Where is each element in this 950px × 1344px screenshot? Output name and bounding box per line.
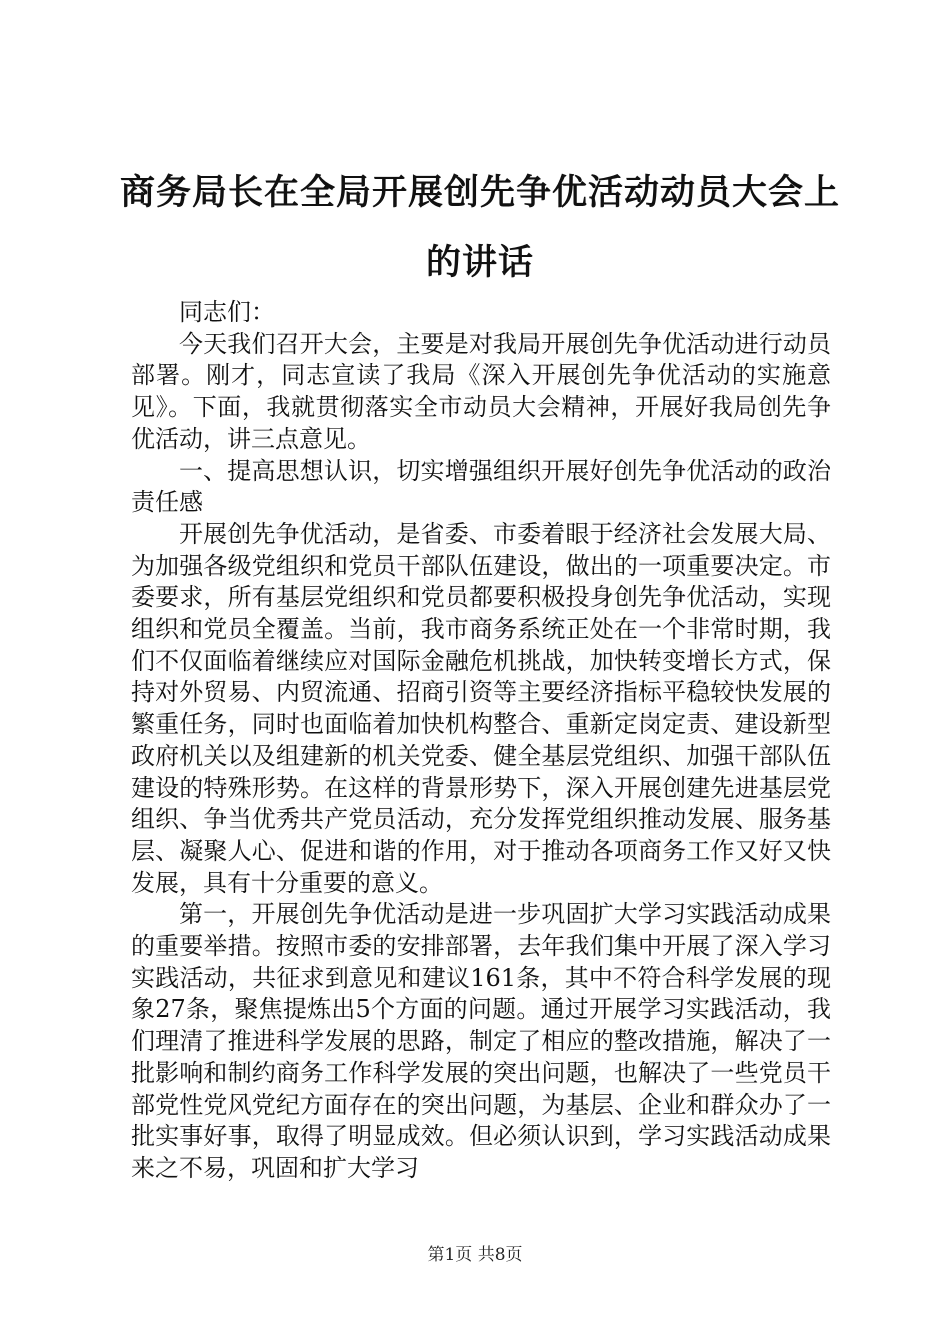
paragraph-point-1: 第一，开展创先争优活动是进一步巩固扩大学习实践活动成果的重要举措。按照市委的安排部署，去年我们集中开展了深入学习实践活动，共征求到意见和建议161条，其中不符合科学发展的现象27条，聚焦提炼出5个方面的问题。通过开展学习实践活动，我们理清了推进科学发展的思路，制定了相应的整改措施，解决了一批影响和制约商务工作科学发展的突出问题，也解决了一些党员干部党性党风党纪方面存在的突出问题，为基层、企业和群众办了一批实事好事，取得了明显成效。但必须认识到，学习实践活动成果来之不易，巩固和扩大学习 bbox=[131, 900, 831, 1182]
paragraph-context: 开展创先争优活动，是省委、市委着眼于经济社会发展大局、为加强各级党组织和党员干部队伍建设，做出的一项重要决定。市委要求，所有基层党组织和党员都要积极投身创先争优活动，实现组织和党员全覆盖。当前，我市商务系统正处在一个非常时期，我们不仅面临着继续应对国际金融危机挑战，加快转变增长方式，保持对外贸易、内贸流通、招商引资等主要经济指标平稳较快发展的繁重任务，同时也面临着加快机构整合、重新定岗定责、建设新型政府机关以及组建新的机关党委、健全基层党组织、加强干部队伍建设的特殊形势。在这样的背景形势下，深入开展创建先进基层党组织、争当优秀共产党员活动，充分发挥党组织推动发展、服务基层、凝聚人心、促进和谐的作用，对于推动各项商务工作又好又快发展，具有十分重要的意义。 bbox=[131, 519, 831, 897]
document-body bbox=[131, 297, 831, 1185]
page-number-footer: 第1页 共8页 bbox=[427, 1245, 523, 1265]
salutation: 同志们： bbox=[179, 298, 275, 326]
section-heading-1: 一、提高思想认识，切实增强组织开展好创先争优活动的政治责任感 bbox=[131, 456, 831, 517]
paragraph-intro: 今天我们召开大会，主要是对我局开展创先争优活动进行动员部署。刚才，同志宣读了我局《深入开展创先争优活动的实施意见》。下面，我就贯彻落实全市动员大会精神，开展好我局创先争优活动，讲三点意见。 bbox=[131, 329, 831, 453]
document-title: 商务局长在全局开展创先争优活动动员大会上的讲话 bbox=[120, 173, 841, 283]
